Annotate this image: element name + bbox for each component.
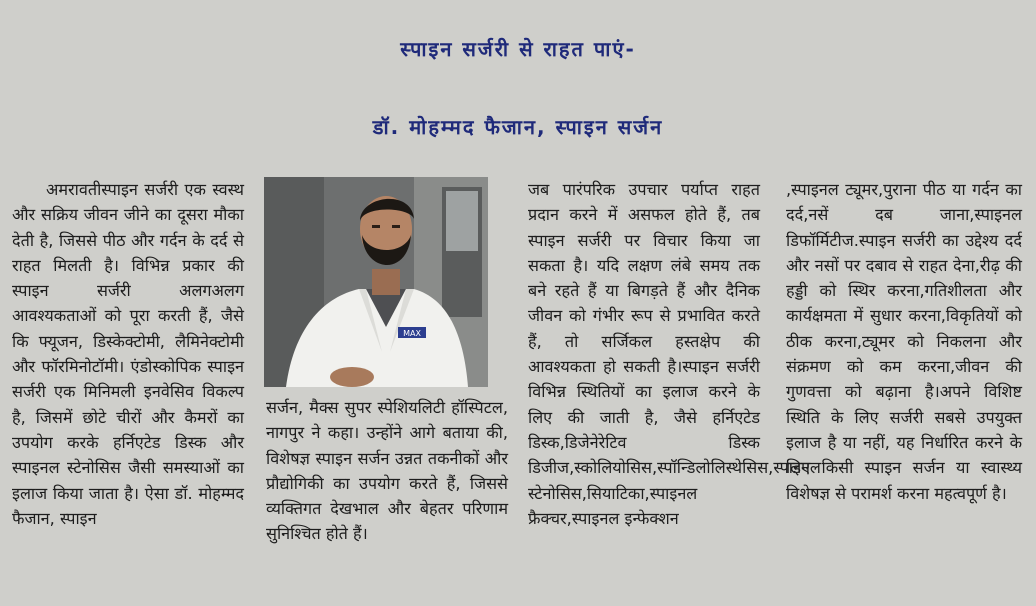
headline-line-2: डॉ. मोहम्मद फैजान, स्पाइन सर्जन — [372, 115, 664, 139]
doctor-portrait-image — [264, 177, 488, 387]
article-column-2: सर्जन, मैक्स सुपर स्पेशियलिटी हॉस्पिटल, नागपुर ने कहा। उन्होंने आगे बताया की, विशेषज्ञ स्पाइन सर्जन उन्नत तकनीकों और प्रौद्योगिकी का उपयोग करते हैं, जिससे व्यक्तिगत देखभाल और बेहतर परिणाम सुनिश्चित होते हैं। — [266, 398, 508, 544]
doctor-photo — [264, 177, 488, 387]
headline-line-1: स्पाइन सर्जरी से राहत पाएं- — [400, 37, 636, 61]
article-column-4: ,स्पाइनल ट्यूमर,पुराना पीठ या गर्दन का दर्द,नसें दब जाना,स्पाइनल डिफॉर्मिटीज.स्पाइन सर्जरी का उद्देश्य दर्द और नसों पर दबाव से राहत देना,रीढ़ की हड्डी को स्थिर करना,गतिशीलता और कार्यक्षमता में सुधार करना,विकृतियों को ठीक करना,ट्यूमर को निकलना और संक्रमण को कम करना,जीवन की गुणवत्ता को बढ़ाना है।अपने विशिष्ट स्थिति के लिए सर्जरी सबसे उपयुक्त इलाज है या नहीं, यह निर्धारित करने के लिए किसी स्पाइन सर्जन या स्वास्थ्य विशेषज्ञ से परामर्श करना महत्वपूर्ण है। — [786, 180, 1022, 503]
article-column-3: जब पारंपरिक उपचार पर्याप्त राहत प्रदान करने में असफल होते हैं, तब स्पाइन सर्जरी पर विचार किया जा सकता है। यदि लक्षण लंबे समय तक बने रहते हैं या बिगड़ते हैं और दैनिक जीवन को गंभीर रूप से प्रभावित करते हैं, तो सर्जिकल हस्तक्षेप की आवश्यकता हो सकती है।स्पाइन सर्जरी विभिन्न स्थितियों का इलाज करने के लिए की जाती है, जैसे हर्निएटेड डिस्क,डिजेनेरेटिव डिस्क डिजीज,स्कोलियोसिस,स्पॉन्डिलोलिस्थेसिस,स्पाइनल स्टेनोसिस,सियाटिका,स्पाइनल फ्रैक्चर,स्पाइनल इन्फेक्शन — [528, 180, 821, 528]
article-column-1: अमरावतीस्पाइन सर्जरी एक स्वस्थ और सक्रिय जीवन जीने का दूसरा मौका देती है, जिससे पीठ और गर्दन के दर्द से राहत मिलती है। विभिन्न प्रकार की स्पाइन सर्जरी अलगअलग आवश्यकताओं को पूरा करती हैं, जैसे कि फ्यूजन, डिस्केक्टोमी, लैमिनेक्टोमी और फॉरमिनोटॉमी। एंडोस्कोपिक स्पाइन सर्जरी एक मिनिमली इनवेसिव विकल्प है, जिसमें छोटे चीरों और कैमरों का उपयोग करके हर्निएटेड डिस्क और स्पाइनल स्टेनोसिस जैसी समस्याओं का इलाज किया जाता है। ऐसा डॉ. मोहम्मद फैजान, स्पाइन — [12, 180, 244, 528]
photo-badge-text: MAX — [403, 329, 421, 338]
